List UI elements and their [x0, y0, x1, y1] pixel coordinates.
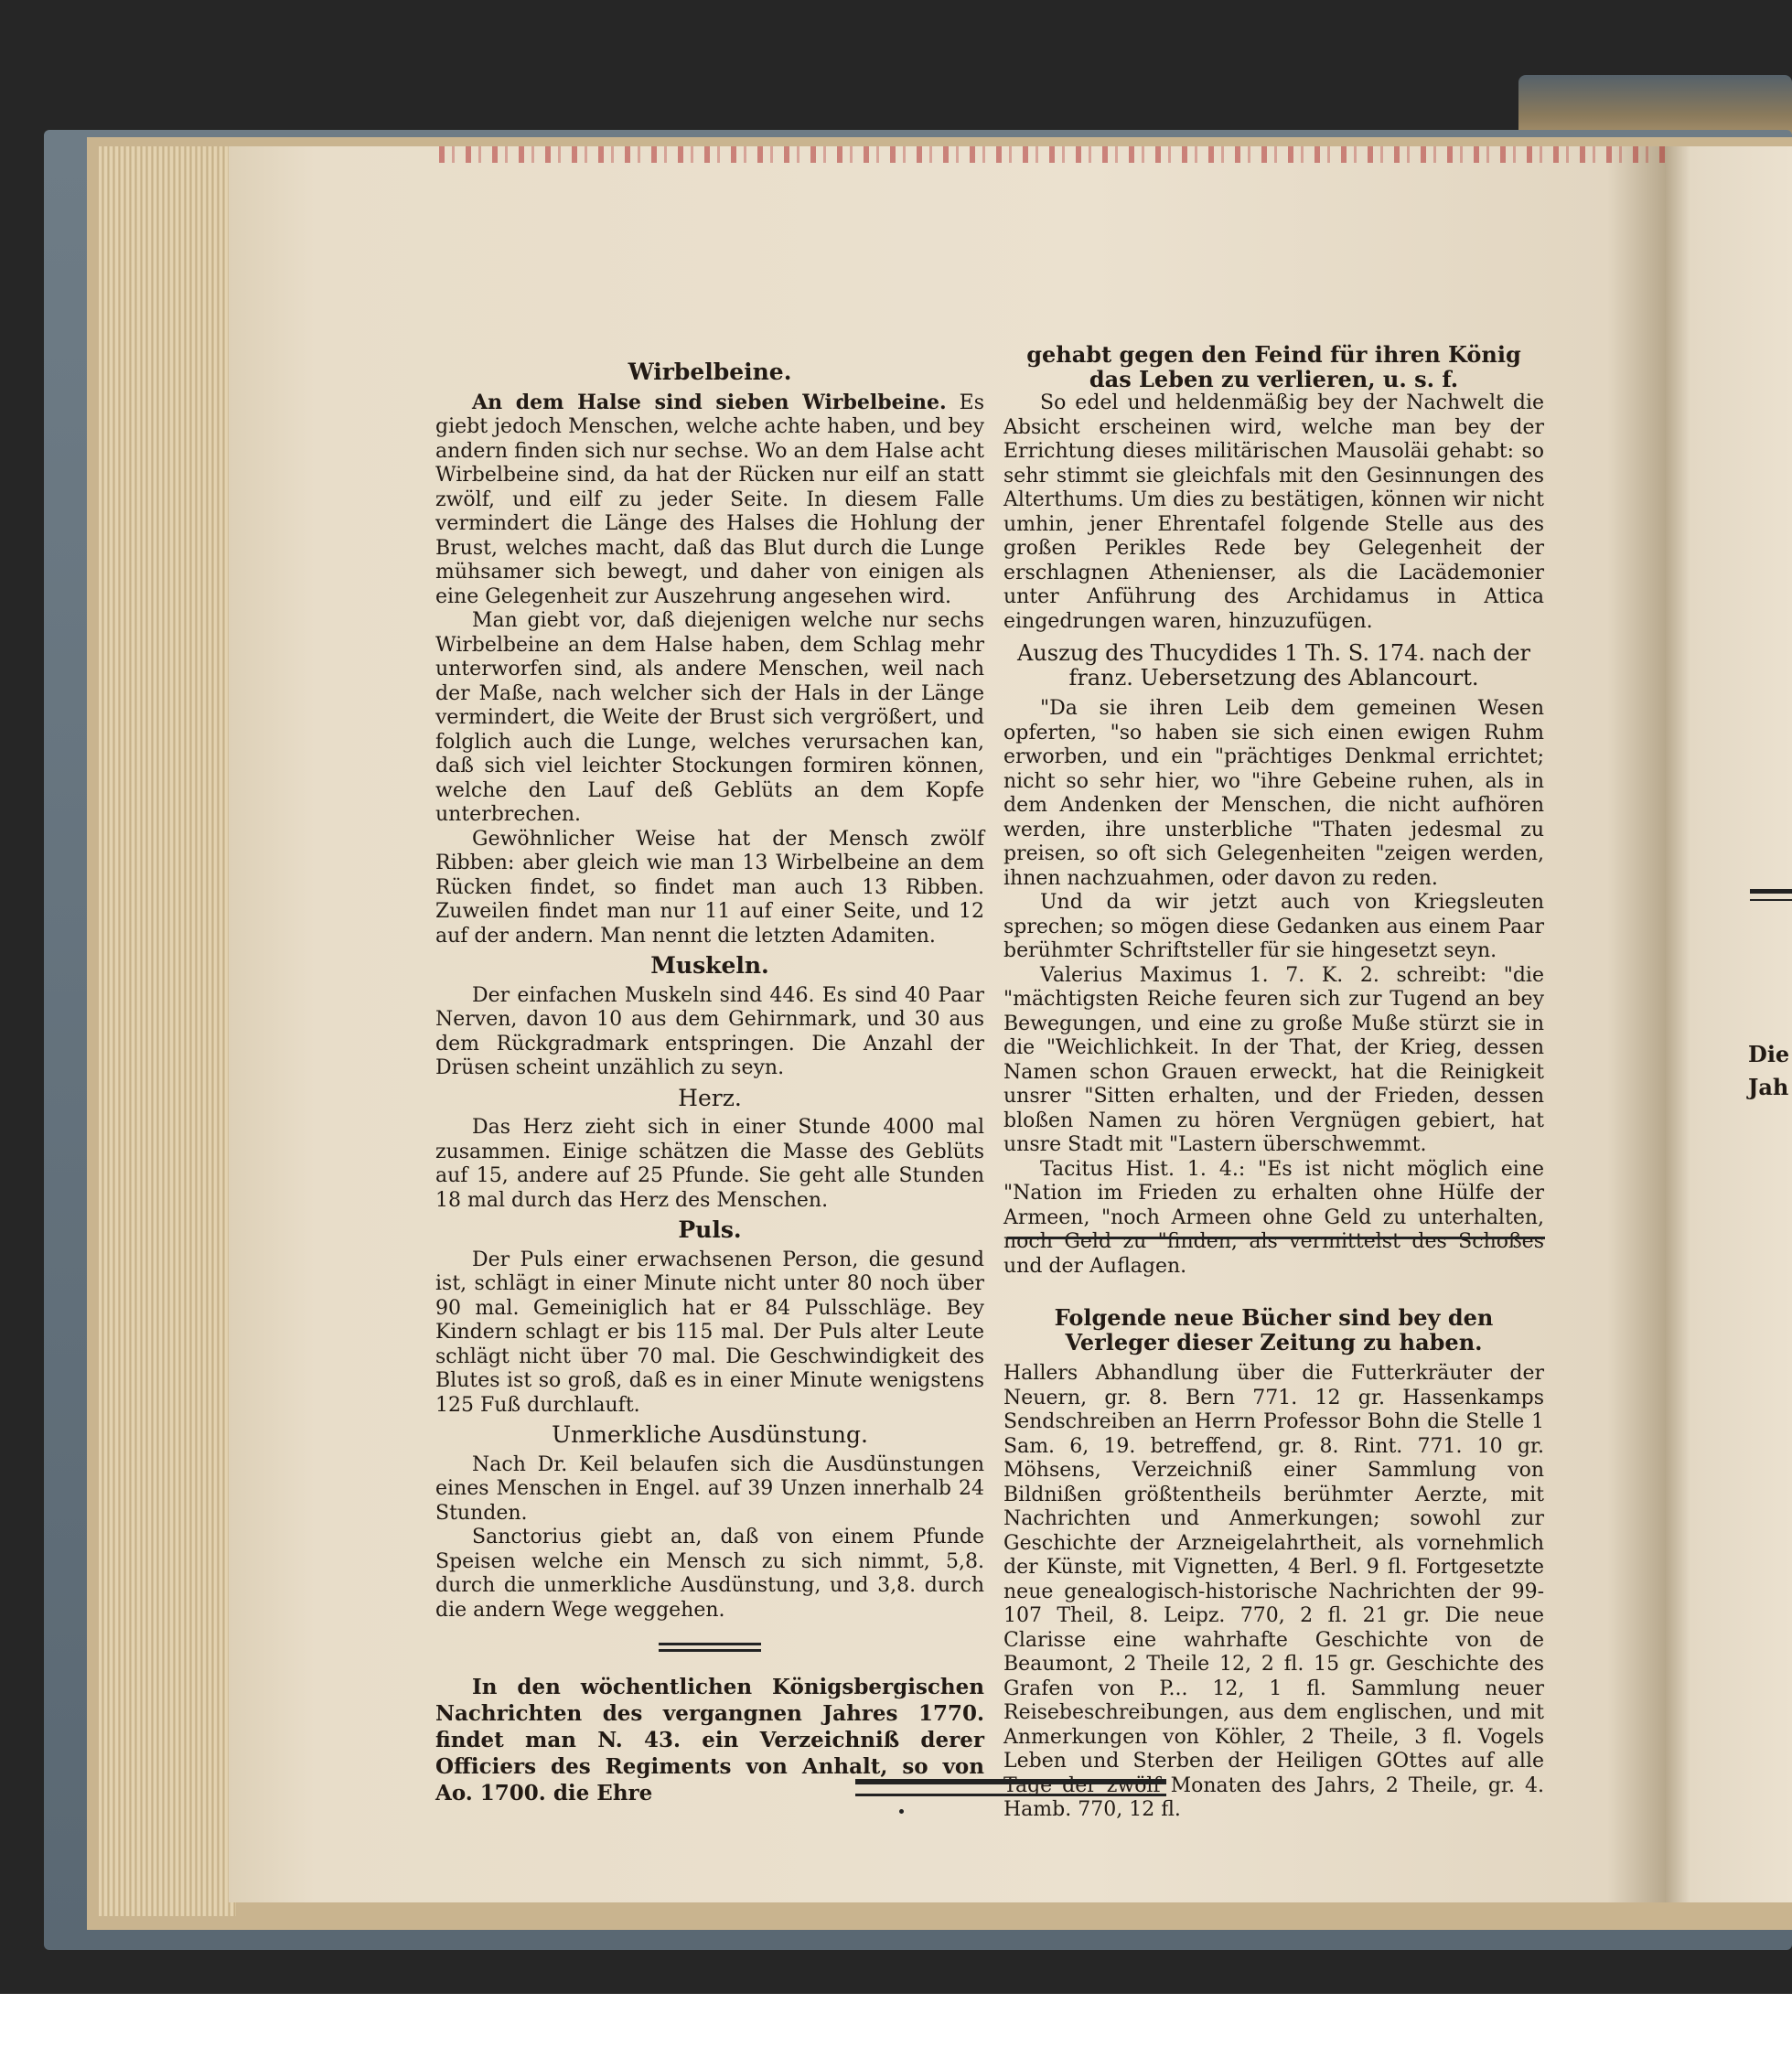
left-text-column [435, 355, 984, 1806]
column-divider [1007, 1237, 1545, 1239]
paragraph: Gewöhnlicher Weise hat der Mensch zwölf Ribben: aber gleich wie man 13 Wirbelbeine an dem Rücken findet, so findet man auch 13 Ribben. Zuweilen findet man nur 11 auf einer Seite, und 12 auf der andern. Man nennt die letzten Adamiten. [435, 827, 984, 948]
book-list: Hallers Abhandlung über die Futterkräuter der Neuern, gr. 8. Bern 771. 12 gr. Hassenkamps Sendschreiben an Herrn Professor Bohn die Stelle 1 Sam. 6, 19. betreffend, gr. 8. Rint. 771. 10 gr. Möhsens, Verzeichniß einer Sammlung von Bildnißen größtentheils berühmter Aerzte, mit Nachrichten und Anmerkungen; sowohl zur Geschichte der Arzneigelahrtheit, als vornehmlich der Künste, mit Vignetten, 4 Berl. 9 fl. Fortgesetzte neue genealogisch-historische Nachrichten der 99-107 Theil, 8. Leipz. 770, 2 fl. 21 gr. Die neue Clarisse eine wahrhafte Geschichte von de Beaumont, 2 Theile 12, 2 fl. 15 gr. Geschichte des Grafen von P... 12, 1 fl. Sammlung neuer Reisebeschreibungen, aus dem englischen, und mit Anmerkungen von Köhler, 2 Theile, 3 fl. Vogels Leben und Sterben der Heiligen GOttes auf alle Tage der zwölf Monaten des Jahrs, 2 Theile, gr. 4. Hamb. 770, 12 fl. [1003, 1362, 1544, 1821]
paragraph: Man giebt vor, daß diejenigen welche nur sechs Wirbelbeine an dem Halse haben, dem Schlag mehr unterworfen sind, als andere Menschen, weil nach der Maße, nach welcher sich der Hals in der Länge vermindert, die Weite der Brust sich vergrößert, und folglich auch die Lunge, welches verursachen kan, daß sich viel leichter Stockungen formiren können, welche den Lauf deß Geblüts an dem Kopfe unterbrechen. [435, 609, 984, 826]
paragraph: Der Puls einer erwachsenen Person, die gesund ist, schlägt in einer Minute nicht unter 80 noch über 90 mal. Gemeiniglich hat er 84 Pulsschläge. Bey Kindern schlagt er bis 115 mal. Der Puls alter Leute schlägt nicht über 70 mal. Die Geschwindigkeit des Blutes ist so groß, daß es in einer Minute wenigstens 125 Fuß durchlauft. [435, 1248, 984, 1417]
paragraph-text: Es giebt jedoch Menschen, welche achte haben, und bey andern finden sich nur sechse. Wo an dem Halse acht Wirbelbeine sind, da hat der Rücken nur eilf an statt zwölf, und eilf zu jeder Seite. In diesem Falle vermindert die Länge des Halses die Hohlung der Brust, welches macht, daß das Blut durch die Lunge mühsamer sich bewegt, und daher von einigen als eine Gelegenheit zur Auszehrung angesehen wird. [435, 391, 984, 608]
footer-rule [855, 1779, 1166, 1796]
heading-vertebrae: Wirbelbeine. [628, 359, 792, 385]
spacer [1003, 1279, 1544, 1306]
section-rule [659, 1643, 761, 1652]
paragraph [435, 391, 984, 610]
paragraph: Das Herz zieht sich in einer Stunde 4000 mal zusammen. Einige schätzen die Masse des Geblüts auf 15, andere auf 25 Pfunde. Sie geht alle Stunden 18 mal durch das Herz des Menschen. [435, 1116, 984, 1212]
continued-line: gehabt gegen den Feind für ihren König das Leben zu verlieren, u. s. f. [1026, 341, 1521, 392]
paragraph: So edel und heldenmäßig bey der Nachwelt die Absicht erscheinen wird, welche man bey der Errichtung dieses militärischen Mausoläi gehabt: so sehr stimmt sie gleichfals mit den Gesinnungen des Alterthums. Um dies zu bestätigen, können wir nicht umhin, jener Ehrentafel folgende Stelle aus des großen Perikles Rede bey Gelegenheit der erschlagnen Athenienser, als die Lacädemonier unter Anführung des Archidamus in Attica eingedrungen waren, hinzuzufügen. [1003, 391, 1544, 633]
paragraph: Sanctorius giebt an, daß von einem Pfunde Speisen welche ein Mensch zu sich nimmt, 5,8. durch die unmerkliche Ausdünstung, und 3,8. durch die andern Wege weggehen. [435, 1526, 984, 1622]
red-page-edge [439, 146, 1665, 163]
footer-dot [899, 1809, 904, 1814]
paragraph: Nach Dr. Keil belaufen sich die Ausdünstungen eines Menschen in Engel. auf 39 Unzen innerhalb 24 Stunden. [435, 1452, 984, 1525]
heading-pulse: Puls. [678, 1216, 742, 1243]
heading-muscles: Muskeln. [650, 952, 769, 979]
right-text-column [1003, 343, 1544, 1823]
heading-thucydides: Auszug des Thucydides 1 Th. S. 174. nach der franz. Uebersetzung des Ablancourt. [1016, 640, 1531, 691]
paragraph-notice: In den wöchentlichen Königsbergischen Nachrichten des vergangnen Jahres 1770. findet man N. 43. ein Verzeichniß derer Officiers des Regiments von Anhalt, so von Ao. 1700. die Ehre [435, 1675, 984, 1805]
heading-books: Folgende neue Bücher sind bey den Verleger dieser Zeitung zu haben. [1054, 1304, 1494, 1355]
facing-page-rule [1750, 889, 1792, 901]
paragraph: Valerius Maximus 1. 7. K. 2. schreibt: "die "mächtigsten Reiche feuren sich zur Tugend an bey Bewegungen, und eine zu große Muße stürzt sie in die "Weichlichkeit. In der That, der Krieg, dessen Namen schon Grauen erweckt, hat die Reinigkeit unsrer "Sitten erhalten, und der Frieden, dessen bloßen Namen zu hören Vergnügen gebiert, hat unsre Stadt mit "Lastern überschwemmt. [1003, 963, 1544, 1156]
paragraph: Der einfachen Muskeln sind 446. Es sind 40 Paar Nerven, davon 10 aus dem Gehirnmark, und 30 aus dem Rückgradmark entspringen. Die Anzahl der Drüsen scheint unzählich zu seyn. [435, 983, 984, 1079]
paragraph: "Da sie ihren Leib dem gemeinen Wesen opferten, "so haben sie sich einen ewigen Ruhm erworben, und ein "prächtiges Denkmal errichtet; nicht so sehr hier, wo "ihre Gebeine ruhen, als in dem Andenken der Menschen, die nicht aufhören werden, ihre unsterbliche "Thaten jedesmal zu preisen, so oft sich Gelegenheiten "zeigen werden, ihnen nachzuahmen, oder davon zu reden. [1003, 697, 1544, 890]
page-edges [99, 146, 236, 1916]
heading-evaporation: Unmerkliche Ausdünstung. [552, 1421, 868, 1448]
lead-phrase: An dem Halse sind sieben Wirbelbeine. [472, 390, 947, 414]
right-page [1665, 146, 1792, 1902]
facing-page-fragment: Jah [1748, 1074, 1789, 1100]
paragraph: Tacitus Hist. 1. 4.: "Es ist nicht möglich eine "Nation im Frieden zu erhalten ohne Hülfe der Armeen, "noch Armeen ohne Geld zu unterhalten, noch Geld zu "finden, als vermittelst des Schoßes und der Auflagen. [1003, 1157, 1544, 1278]
heading-heart: Herz. [678, 1084, 742, 1111]
paragraph: Und da wir jetzt auch von Kriegsleuten sprechen; so mögen diese Gedanken aus einem Paar berühmter Schriftsteller für sie hingesetzt seyn. [1003, 891, 1544, 962]
facing-page-fragment: Die [1748, 1041, 1790, 1067]
